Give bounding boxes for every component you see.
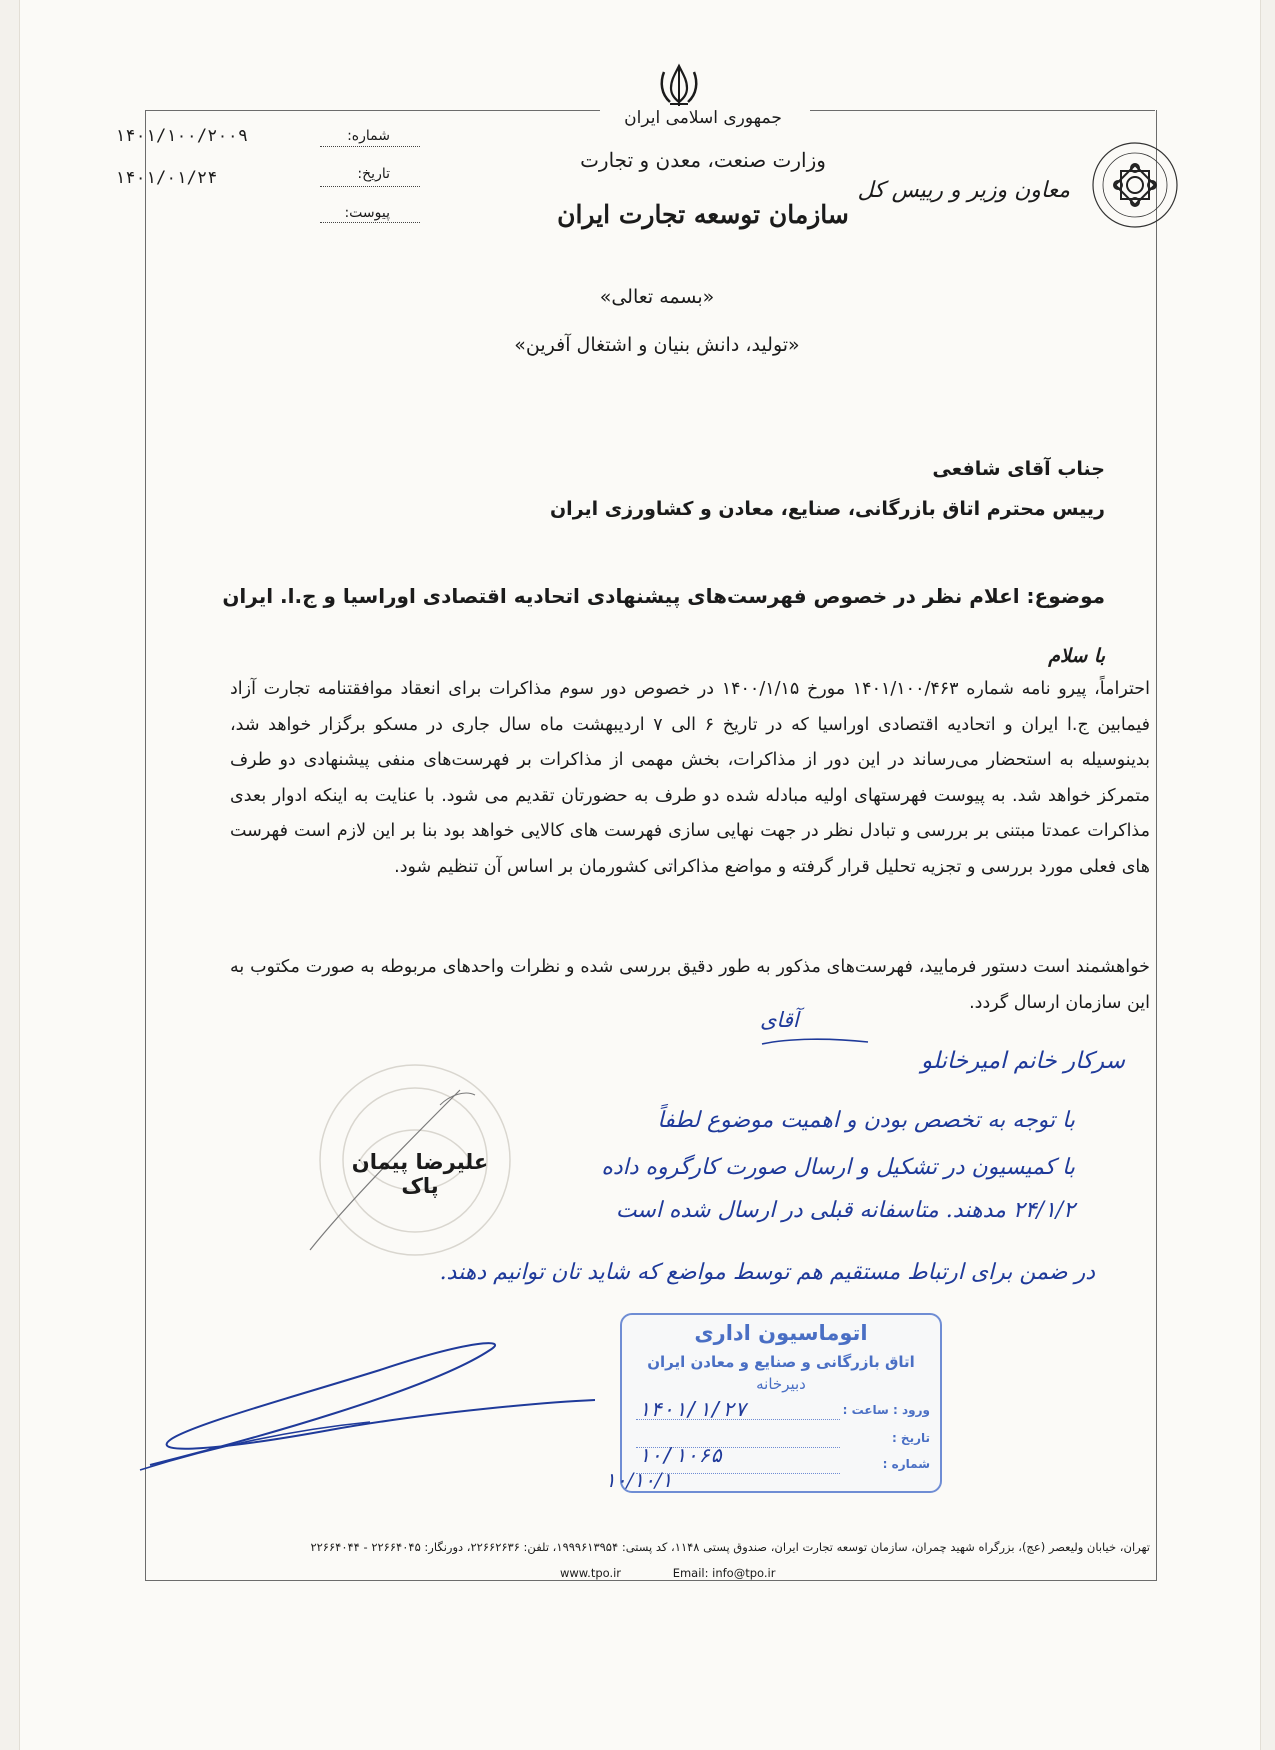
date-dots	[320, 186, 420, 187]
stamp-title: اتوماسیون اداری	[694, 1321, 868, 1345]
iran-emblem-icon	[656, 62, 702, 110]
stamp-entry-row	[630, 1397, 930, 1427]
stamp-number-row	[630, 1443, 930, 1481]
stamp-number-value: ۱۰/۱۰۶۵	[638, 1443, 723, 1467]
handwritten-note-6: در ضمن برای ارتباط مستقیم هم توسط مواضع که شاید تان توانیم دهند.	[439, 1260, 1095, 1285]
slogan: «تولید، دانش بنیان و اشتغال آفرین»	[514, 334, 800, 356]
footer-website: www.tpo.ir	[560, 1566, 622, 1580]
signer-name: علیرضا پیمان پاک	[351, 1150, 489, 1198]
footer-links	[560, 1566, 860, 1580]
page-border-top-left	[145, 110, 600, 111]
subject-line: موضوع: اعلام نظر در خصوص فهرست‌های پیشنهادی اتحادیه اقتصادی اوراسیا و ج.ا. ایران	[222, 584, 1105, 608]
number-dots	[320, 146, 420, 147]
signature-icon	[130, 1330, 600, 1480]
stamp-entry-label: ورود : ساعت :	[842, 1403, 930, 1417]
secretariat-stamp	[620, 1313, 942, 1493]
body-paragraph-1: احتراماً، پیرو نامه شماره ۱۴۰۱/۱۰۰/۴۶۳ مورخ ۱۴۰۰/۱/۱۵ در خصوص دور سوم مذاکرات برای انعقاد موافقتنامه تجارت آزاد فیمابین ج.ا ایران و اتحادیه اقتصادی اوراسیا که در تاریخ ۶ الی ۷ اردیبهشت ماه سال جاری در مسکو برگزار خواهد شد، بدینوسیله به استحضار می‌رساند در این دور از مذاکرات، بخش مهمی از مذاکرات بر فهرست‌های منفی پیشنهادی دو طرف متمرکز خواهد شد. به پیوست فهرستهای اولیه مبادله شده دو طرف به حضورتان تقدیم می شود. با عنایت به اینکه ادوار بعدی مذاکرات عمدتا مبتنی بر بررسی و تبادل نظر در جهت نهایی سازی فهرست های کالایی خواهد بود بنا بر این لازم است فهرست های فعلی مورد بررسی و تجزیه تحلیل قرار گرفته و مواضع مذاکراتی کشورمان بر اساس آن تنظیم شود.	[230, 679, 1150, 877]
handwritten-note-4: با کمیسیون در تشکیل و ارسال صورت کارگروه داده	[601, 1155, 1075, 1180]
recipient-title: رییس محترم اتاق بازرگانی، صنایع، معادن و کشاورزی ایران	[549, 498, 1105, 520]
stamp-date-label: تاریخ :	[891, 1431, 930, 1445]
org-line-ministry: وزارت صنعت، معدن و تجارت	[580, 148, 826, 172]
deputy-title: معاون وزیر و رییس کل	[857, 178, 1070, 203]
footer-address: تهران، خیابان ولیعصر (عج)، بزرگراه شهید چمران، سازمان توسعه تجارت ایران، صندوق پستی ۱۱۴۸، کد پستی: ۱۹۹۹۶۱۳۹۵۴، تلفن: ۲۲۶۶۲۶۳۶، دورنگار: ۲۲۶۶۴۰۴۵ - ۲۲۶۶۴۰۴۴	[310, 1540, 1150, 1554]
footer-email: Email: info@tpo.ir	[672, 1566, 776, 1580]
handwritten-note-1: آقای	[760, 1008, 799, 1032]
org-line-republic: جمهوری اسلامی ایران	[624, 108, 782, 128]
stamp-extra-value: ۱۰/۱۰/۱	[605, 1468, 673, 1492]
date-label: تاریخ:	[357, 166, 390, 182]
number-label: شماره:	[347, 128, 390, 144]
handwritten-note-5: ۲۴/۱/۲ مدهند. متاسفانه قبلی در ارسال شده است	[615, 1198, 1075, 1223]
stamp-org: اتاق بازرگانی و صنایع و معادن ایران	[647, 1353, 915, 1371]
stamp-entry-value: ۱۴۰۱/۱/۲۷	[638, 1397, 747, 1421]
attachment-label: پیوست:	[344, 205, 390, 221]
org-line-organization: سازمان توسعه تجارت ایران	[557, 200, 849, 229]
basmala: «بسمه تعالی»	[599, 286, 715, 308]
body-paragraph-2: خواهشمند است دستور فرمایید، فهرست‌های مذکور به طور دقیق بررسی شده و نظرات واحدهای مربوطه به صورت مکتوب به این سازمان ارسال گردد.	[230, 957, 1150, 1013]
handwritten-note-3: با توجه به تخصص بودن و اهمیت موضوع لطفاً	[657, 1108, 1075, 1133]
date-value: ۱۴۰۱/۰۱/۲۴	[115, 168, 218, 188]
stamp-section: دبیرخانه	[756, 1375, 806, 1393]
tpo-logo-icon	[1090, 140, 1180, 230]
handwritten-underline	[760, 1034, 870, 1048]
letter-page	[20, 0, 1260, 1750]
number-value: ۱۴۰۱/۱۰۰/۲۰۰۹	[115, 126, 249, 146]
attachment-dots	[320, 222, 420, 223]
greeting: با سلام	[1048, 645, 1105, 667]
handwritten-note-2: سرکار خانم امیرخانلو	[920, 1048, 1125, 1074]
stamp-number-label: شماره :	[882, 1457, 930, 1471]
recipient-name: جناب آقای شافعی	[932, 458, 1105, 480]
